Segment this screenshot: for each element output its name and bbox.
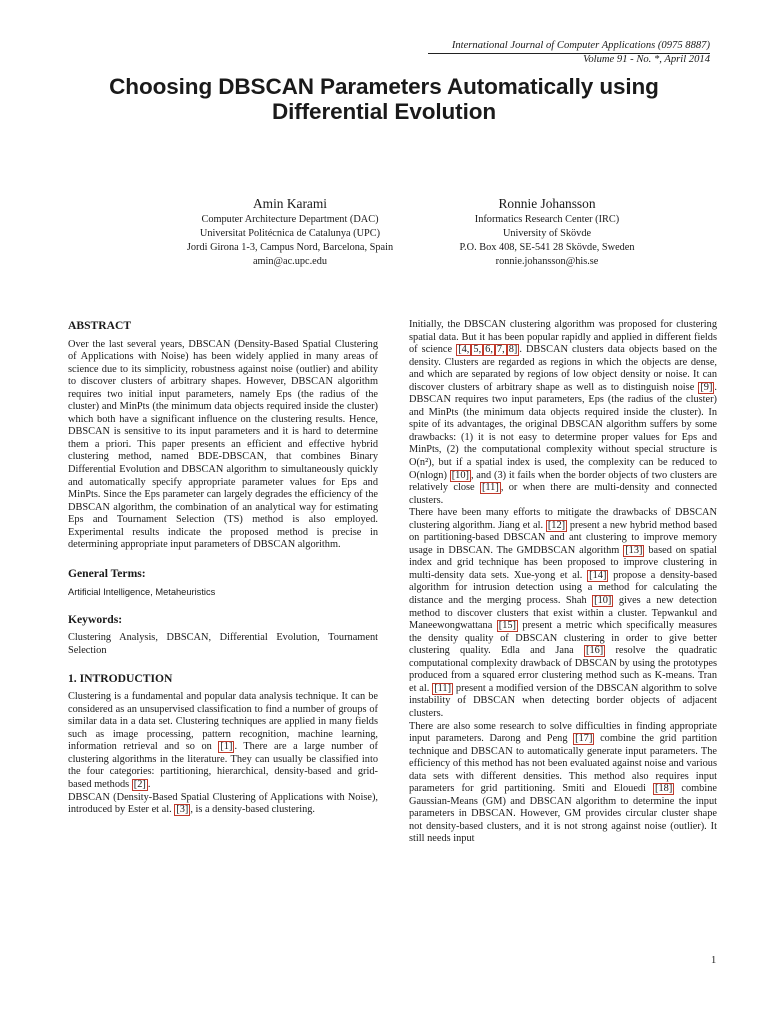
citation-link[interactable]: [3]	[176, 804, 189, 816]
citation-link[interactable]: [13]	[625, 544, 643, 556]
citation-link[interactable]: 7,	[496, 344, 505, 356]
citation-link[interactable]: [15]	[498, 620, 516, 632]
citation-link[interactable]: [2]	[133, 778, 146, 790]
citation-link[interactable]: [1]	[220, 741, 233, 753]
author-affiliation: Computer Architecture Department (DAC)	[201, 214, 379, 225]
author-block-1	[145, 196, 435, 269]
author-name: Amin Karami	[252, 196, 327, 211]
citation-link[interactable]: [11]	[434, 682, 452, 694]
author-email: ronnie.johansson@his.se	[495, 256, 599, 267]
body-paragraph: There have been many efforts to mitigate the drawbacks of DBSCAN clustering algorithm. Jiang et al. [12] present a new hybrid method based on partitioning-based DBSCAN and ant clustering to improve memory usage in DBSCAN. The GMDBSCAN algorithm [13] based on spatial index and grid technique has been proposed to improve clustering in multi-density data sets. Xue-yong et al. [14] propose a density-based algorithm for intrusion detection using a method for calculating the distance and the merging process. Shah [10] gives a new detection method to discover clusters that exist within a cluster. Tepwankul and Maneewongwattana [15] present a metric which specifically measures the density quality of DBSCAN clustering in order to give better clustering quality. Edla and Jana [16] resolve the quadratic computational complexity drawback of DBSCAN by using the prototypes produced from a squared error clustering method such as K-means. Tran et al. [11] present a modified version of the DBSCAN algorithm to solve instability of DBSCAN when detecting border objects of adjacent clusters.	[409, 507, 717, 719]
author-name: Ronnie Johansson	[498, 196, 596, 211]
header-rule	[428, 53, 710, 54]
citation-link[interactable]: [10]	[594, 595, 612, 607]
title-line-1: Choosing DBSCAN Parameters Automatically using	[109, 74, 659, 99]
keywords-heading: Keywords:	[68, 612, 123, 626]
citation-link[interactable]: 8]	[508, 344, 518, 356]
journal-name: International Journal of Computer Applications (0975 8887)	[451, 40, 710, 51]
general-terms-text: Artificial Intelligence, Metaheuristics	[68, 587, 216, 598]
abstract-heading: ABSTRACT	[68, 319, 132, 332]
keywords-text: Clustering Analysis, DBSCAN, Differential Evolution, Tournament Selection	[68, 632, 378, 657]
intro-paragraph: Clustering is a fundamental and popular data analysis technique. It can be considered as an unsupervised classification to find a number of groups of similar data in a data set. Clustering techniques are applied in many fields such as image processing, pattern recognition, machine learning, information retrieval and so on [1] . There are a large number of clustering algorithms in the literature. They can usually be classified into the four categories: partitioning, hierarchical, density-based and grid-based methods [2] .	[68, 691, 378, 790]
author-email: amin@ac.upc.edu	[252, 256, 328, 267]
paper-title	[40, 74, 728, 124]
citation-link[interactable]: [16]	[586, 645, 604, 657]
author-address: Jordi Girona 1-3, Campus Nord, Barcelona, Spain	[186, 242, 394, 253]
general-terms-heading: General Terms:	[68, 566, 146, 580]
citation-link[interactable]: 6,	[485, 344, 493, 356]
citation-link[interactable]: [12]	[547, 519, 566, 531]
intro-paragraph: DBSCAN (Density-Based Spatial Clustering of Applications with Noise), introduced by Ester et al. [3] , is a density-based clustering.	[68, 791, 378, 816]
title-line-2: Differential Evolution	[271, 99, 497, 124]
author-block-2	[397, 196, 697, 269]
citation-link[interactable]: [10]	[451, 469, 469, 481]
citation-link[interactable]: [18]	[655, 783, 673, 795]
citation-link[interactable]: [4,	[458, 344, 470, 356]
journal-volume: Volume 91 - No. *, April 2014	[583, 53, 710, 65]
author-affiliation: Universitat Politécnica de Catalunya (UPC)	[199, 228, 381, 239]
citation-link[interactable]: 5,	[473, 344, 482, 356]
citation-link[interactable]: [9]	[700, 381, 713, 393]
author-affiliation: University of Skövde	[502, 228, 592, 239]
left-column	[68, 320, 378, 817]
section-heading-introduction: 1. INTRODUCTION	[68, 671, 173, 685]
citation-link[interactable]: [11]	[481, 482, 499, 494]
author-address: P.O. Box 408, SE-541 28 Skövde, Sweden	[459, 242, 635, 253]
citation-link[interactable]: [17]	[575, 733, 593, 745]
body-paragraph: Initially, the DBSCAN clustering algorithm was proposed for clustering spatial data. But it has been popular rapidly and applied in different fields of science [4, 5, 6, 7, 8] . DBSCAN clusters data objects based on the density. Clusters are regarded as regions in which the objects are dense, and which are separated by regions of low object density or noise. It can discover clusters of arbitrary shape as well as to distinguish noise [9] . DBSCAN requires two input parameters, Eps (the radius of the cluster) and MinPts (the minimum data objects required inside the cluster). In spite of its advantages, the original DBSCAN algorithm suffers by some drawbacks: (1) it is not easy to determine proper values for Eps and MinPts, (2) the computational complexity without special structure is O(n²), but if a spatial index is used, the complexity can be reduced to O(nlogn) [10] , and (3) it fails when the border objects of two clusters are relatively close [11] , or when there are multi-density and connected clusters.	[409, 319, 717, 506]
page-number: 1	[711, 955, 717, 966]
right-column	[409, 319, 717, 846]
abstract-text: Over the last several years, DBSCAN (Density-Based Spatial Clustering of Applications with Noise) has been widely applied in many areas of science due to its simplicity, robustness against noise (outlier) and ability to discover clusters of arbitrary shapes. However, DBSCAN algorithm requires two initial input parameters, namely Eps (the radius of the cluster) and MinPts (the minimum data objects required inside the cluster) which both have a significant influence on the clustering results. Hence, DBSCAN is sensitive to its input parameters and it is hard to determine them a priori. This paper presents an efficient and effective hybrid clustering method, named BDE-DBSCAN, that combines Binary Differential Evolution and DBSCAN algorithm to simultaneously quickly and automatically specify appropriate parameter values for Eps and MinPts. Since the Eps parameter can largely degrades the efficiency of the DBSCAN algorithm, the combination of an analytical way for estimating Eps and Tournament Selection (TS) method is also employed. Experimental results indicate the proposed method is precise in determining appropriate input parameters of DBSCAN algorithm.	[68, 338, 378, 551]
body-paragraph: There are also some research to solve difficulties in finding appropriate input parameters. Darong and Peng [17] combine the grid partition technique and DBSCAN to automatically generate input parameters. The efficiency of this method has not been evaluated against noise and various data sets with different densities. This method also requires input parameters for grid partitioning. Smiti and Elouedi [18] combine Gaussian-Means (GM) and DBSCAN algorithm to determine the input parameters in DBSCAN. However, GM provides circular cluster shape not density-based clusters, and it is not strong against noise (outlier). It still needs input	[409, 720, 718, 845]
citation-link[interactable]: [14]	[589, 569, 607, 581]
author-affiliation: Informatics Research Center (IRC)	[474, 214, 620, 225]
